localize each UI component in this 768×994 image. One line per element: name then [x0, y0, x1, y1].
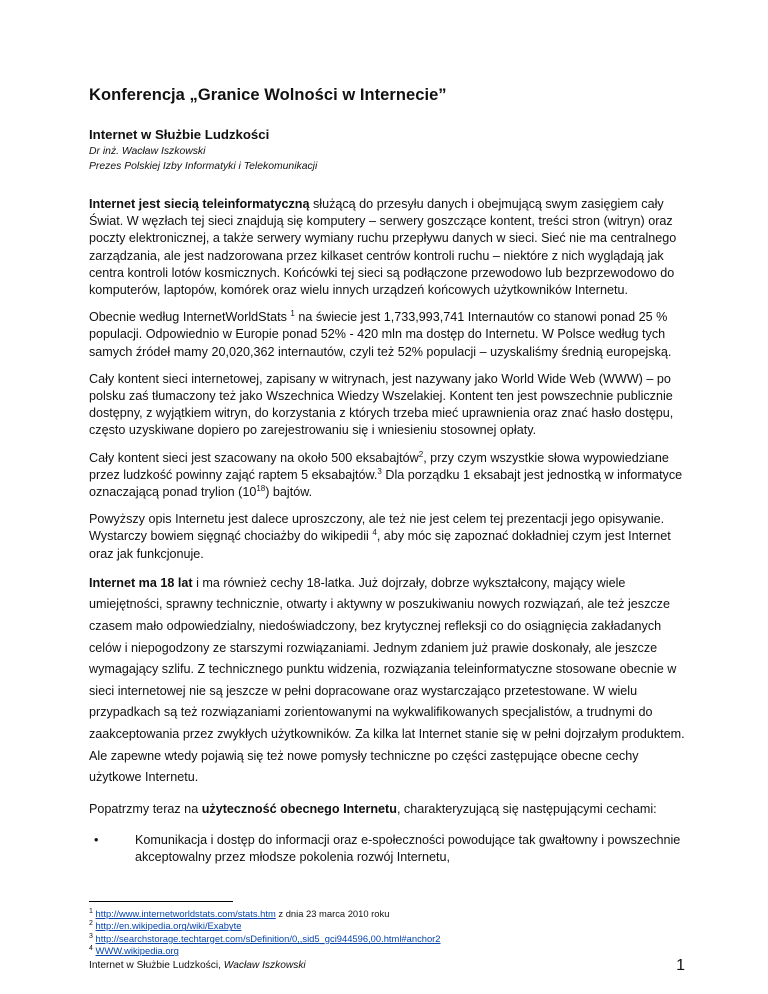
- paragraph-4-text-a: Cały kontent sieci jest szacowany na około 500 eksabajtów: [89, 450, 419, 465]
- paragraph-7-text-a: Popatrzmy teraz na: [89, 801, 202, 816]
- footnote-number: 3: [89, 932, 93, 940]
- footnote-link-1[interactable]: http://www.internetworldstats.com/stats.htm: [95, 908, 276, 919]
- footnote-link-3[interactable]: http://searchstorage.techtarget.com/sDefinition/0,,sid5_gci944596,00.html#anchor2: [95, 932, 441, 944]
- footnote-link-2[interactable]: http://en.wikipedia.org/wiki/Exabyte: [95, 920, 242, 932]
- footer-author: Wacław Iszkowski: [223, 960, 306, 971]
- paragraph-1: [89, 196, 685, 299]
- document-title: Konferencja „Granice Wolności w Internecie”: [89, 86, 447, 104]
- paragraph-2-text-a: Obecnie według InternetWorldStats: [89, 310, 291, 325]
- footnote-ref-1[interactable]: 1: [290, 309, 295, 319]
- list-item: [89, 832, 685, 867]
- footnote-1: [89, 908, 685, 920]
- paragraph-6-bold: Internet ma 18 lat: [89, 575, 193, 590]
- exponent-18: 18: [256, 483, 266, 493]
- author-name: Dr inż. Wacław Iszkowski: [89, 146, 206, 157]
- footnotes: [89, 901, 685, 958]
- footnote-number: 2: [89, 920, 93, 928]
- list-item-text: Komunikacja i dostęp do informacji oraz e-społeczności powodujące tak gwałtowny i powszechnie akceptowalny przez młodsze pokolenia rozwój Internetu,: [135, 833, 681, 865]
- paragraph-6-text: i ma również cechy 18-latka. Już dojrzały, dobrze wykształcony, mający wiele umiejętności, sprawny technicznie, otwarty i aktywny w poszukiwaniu nowych rozwiązań, ale też jeszcze czasem mało odpowiedzialny, niedoświadczony, bez krytycznej refleksji co do osiągnięcia zakładanych celów i niepogodzony ze starszymi rozwiązaniami. Jednym zdaniem już prawie doskonały, ale jeszcze wymagający szlifu. Z technicznego punktu widzenia, rozwiązania teleinformatyczne stosowane obecnie w sieci internetowej nie są jeszcze w pełni dopracowane oraz wystarczająco przetestowane. W wielu przypadkach są też rozwiązaniami zorientowanymi na wykwalifikowanych specjalistów, a trudnymi do zaakceptowania przez zwykłych użytkowników. Za kilka lat Internet stanie się w pełni dojrzałym produktem. Ale zapewne wtedy pojawią się też nowe pomysły techniczne po części zastępujące obecne cechy użytkowe Internetu.: [89, 575, 685, 785]
- paragraph-4-text-b: , przy czym wszystkie słowa wypowiedziane przez ludzkość powinny zająć raptem 5 eksabajtów.: [89, 450, 669, 482]
- footnote-3: [89, 933, 685, 945]
- footnote-ref-2[interactable]: 2: [418, 449, 424, 459]
- paragraph-4-text-c: Dla porządku 1 eksabajt jest jednostką w informatyce oznaczającą ponad trylion (10: [89, 467, 683, 500]
- article-subtitle: Internet w Służbie Ludzkości: [89, 127, 270, 142]
- page-number: 1: [676, 957, 685, 974]
- main-content: [89, 86, 685, 867]
- footnote-link-4[interactable]: WWW.wikipedia.org: [95, 945, 179, 957]
- footer-text: [89, 960, 306, 971]
- paragraph-2: [89, 309, 685, 361]
- paragraph-1-bold: Internet jest siecią teleinformatyczną: [89, 197, 310, 211]
- paragraph-2-text-b: na świecie jest 1,733,993,741 Internautów co stanowi ponad 25 % populacji. Odpowiednio w Europie ponad 52% - 420 mln ma dostęp do Internetu. W Polsce według tych samych źródeł mamy 20,020,362 internautów, czyli też 52% populacji – uzyskaliśmy średnią europejską.: [89, 310, 672, 359]
- paragraph-3: Cały kontent sieci internetowej, zapisany w witrynach, jest nazywany jako World Wide Web (WWW) – po polsku zaś tłumaczony też jako Wszechnica Wiedzy Wszelakiej. Kontent ten jest powszechnie publicznie dostępny, z wyjątkiem witryn, do korzystania z których trzeba mieć uprawnienia oraz znać hasło dostępu, często uzyskiwane dopiero po zarejestrowaniu się i wniesieniu stosownej opłaty.: [89, 371, 674, 438]
- bullet-icon: •: [94, 833, 99, 847]
- paragraph-4-text-d: ) bajtów.: [265, 485, 313, 500]
- paragraph-1-text: służącą do przesyłu danych i obejmującą swym zasięgiem cały Świat. W węzłach tej sieci znajdują się komputery – serwery goszczące kontent, treści stron (witryn) oraz poczty elektronicznej, a także serwery wymiany ruchu przepływu danych w sieci. Sieć nie ma centralnego zarządzania, ale jest nadzorowana przez kilkaset centrów kontroli ruchu – niektóre z nich wyglądają jak centra kontroli lotów kosmicznych. Końcówki tej sieci są podłączone przewodowo lub bezprzewodowo do komputerów, laptopów, komórek oraz wielu innych urządzeń końcowych użytkowników Internetu.: [89, 197, 677, 298]
- paragraph-7-text-b: , charakteryzującą się następującymi cechami:: [396, 801, 657, 816]
- footnote-ref-3[interactable]: 3: [377, 466, 382, 476]
- paragraph-6: [89, 573, 685, 789]
- footnote-ref-4[interactable]: 4: [372, 528, 377, 538]
- paragraph-5-text-a: Powyższy opis Internetu jest dalece uproszczony, ale też nie jest celem tej prezentacji jego opisywanie. Wystarczy bowiem sięgnąć chociażby do wikipedii: [89, 512, 665, 544]
- paragraph-7-bold: użyteczność obecnego Internetu: [201, 801, 397, 816]
- author-role: Prezes Polskiej Izby Informatyki i Telekomunikacji: [89, 161, 318, 172]
- footnote-4: [89, 945, 685, 957]
- footnote-note-1: z dnia 23 marca 2010 roku: [275, 908, 390, 919]
- footnote-2: [89, 920, 685, 932]
- paragraph-5: [89, 511, 685, 563]
- page-footer: [89, 957, 685, 977]
- footnote-number: 1: [89, 907, 93, 915]
- paragraph-7: [89, 801, 685, 818]
- footnote-number: 4: [89, 945, 93, 953]
- author-block: [89, 144, 685, 174]
- paragraph-5-text-b: , aby móc się zapoznać dokładniej czym jest Internet oraz jak funkcjonuje.: [89, 529, 671, 561]
- footnote-divider: [89, 901, 233, 902]
- paragraph-4: [89, 450, 685, 502]
- footer-title: Internet w Służbie Ludzkości,: [89, 960, 224, 971]
- bullet-list: [89, 832, 685, 867]
